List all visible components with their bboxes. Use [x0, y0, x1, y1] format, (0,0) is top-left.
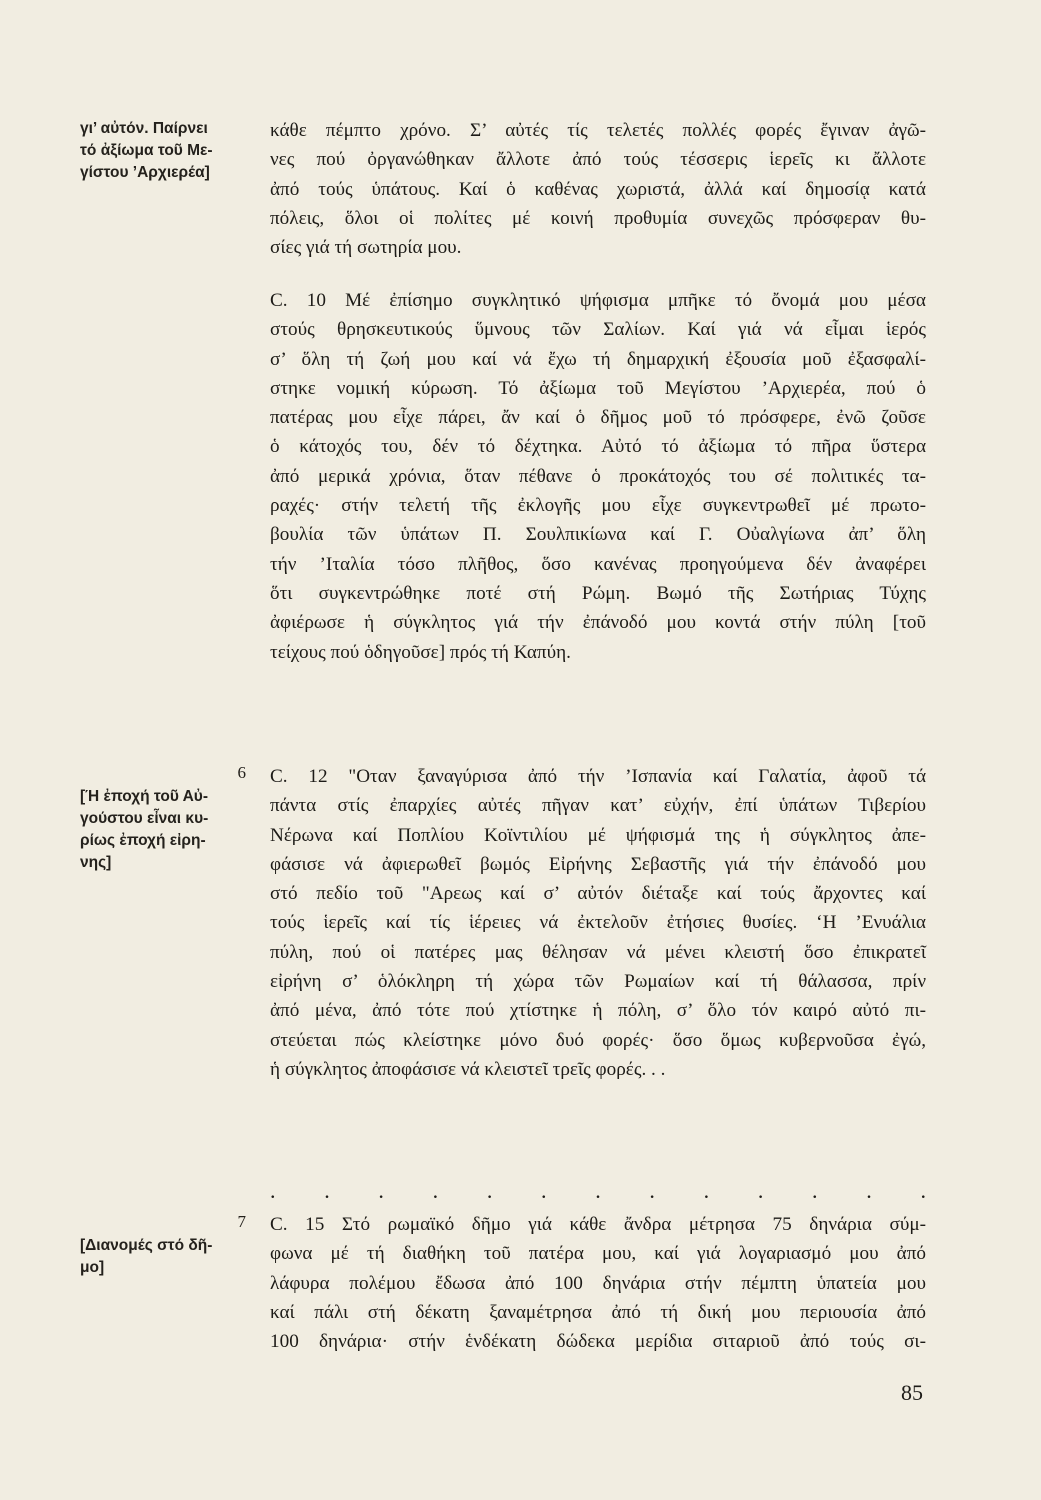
omission-dot: .: [866, 1178, 872, 1203]
text-line: στούς θρησκευτικούς ὕμνους τῶν Σαλίων. Καί γιά νά εἶμαι ἱερός: [270, 319, 926, 341]
text-line: βουλία τῶν ὑπάτων Π. Σουλπικίωνα καί Γ. Οὐαλγίωνα ἀπ’ ὅλη: [270, 524, 926, 546]
margin-note-1: [80, 118, 252, 184]
text-line: ραχές· στήν τελετή τῆς ἐκλογῆς μου εἶχε συγκεντρωθεῖ μέ πρωτο-: [270, 495, 926, 517]
text-line: φάσισε νά ἀφιερωθεῖ βωμός Εἰρήνης Σεβαστῆς γιά τήν ἐπάνοδό μου: [270, 853, 926, 875]
text-line: εἰρήνη σ’ ὁλόκληρη τή χώρα τῶν Ρωμαίων καί τή θάλασσα, πρίν: [270, 971, 926, 993]
paragraph-c10: [270, 286, 926, 667]
omission-dot: .: [324, 1178, 330, 1203]
margin-note-line: μο]: [80, 1259, 105, 1276]
margin-note-number: 7: [237, 1212, 246, 1231]
margin-note-line: [Ή ἐποχή τοῦ Αὐ-: [80, 788, 208, 805]
margin-note-line: γίστου ’Αρχιερέα]: [80, 164, 210, 181]
text-line: πύλη, πού οἱ πατέρες μας θέλησαν νά μένει κλειστή ὅσο ἐπικρατεῖ: [270, 941, 926, 963]
omission-dot: .: [757, 1178, 764, 1203]
margin-note-line: ρίως ἐποχή εἰρη-: [80, 832, 206, 849]
text-line: 100 δηνάρια· στήν ἑνδέκατη δώδεκα μερίδια σιταριοῦ ἀπό τούς σι-: [270, 1331, 926, 1353]
text-line: πατέρας μου εἶχε πάρει, ἄν καί ὁ δῆμος μοῦ τό πρόσφερε, ἐνῶ ζοῦσε: [270, 407, 926, 429]
text-line: σίες γιά τή σωτηρία μου.: [270, 237, 462, 259]
omission-dot: .: [649, 1178, 655, 1203]
paragraph-c12: [270, 762, 926, 1084]
text-line: ὅτι συγκεντρώθηκε ποτέ στή Ρώμη. Βωμό τῆς Σωτήριας Τύχης: [270, 582, 926, 604]
omission-dot: .: [432, 1178, 439, 1203]
text-line: στό πεδίο τοῦ "Αρεως καί σ’ αὐτόν διέταξε καί τούς ἄρχοντες καί: [270, 883, 926, 905]
margin-note-line: [Διανομές στό δῆ-: [80, 1237, 213, 1254]
text-line: τήν ’Ιταλία τόσο πλῆθος, ὅσο κανένας προηγούμενα δέν ἀναφέρει: [270, 553, 926, 575]
omission-dots: [270, 1178, 926, 1204]
text-line: καί πάλι στή δέκατη ξαναμέτρησα ἀπό τή δική μου περιουσία ἀπό: [270, 1301, 926, 1323]
text-line: C. 12 "Οταν ξαναγύρισα ἀπό τήν ’Ισπανία καί Γαλατία, ἀφοῦ τά: [270, 766, 926, 787]
text-line: λάφυρα πολέμου ἔδωσα ἀπό 100 δηνάρια στήν πέμπτη ὑπατεία μου: [270, 1272, 926, 1294]
text-line: ἀπό μερικά χρόνια, ὅταν πέθανε ὁ προκάτοχός του σέ πολιτικές τα-: [270, 465, 926, 487]
text-line: νες πού ὀργανώθηκαν ἄλλοτε ἀπό τούς τέσσερις ἱερεῖς κι ἄλλοτε: [270, 149, 926, 171]
omission-dot: .: [595, 1178, 601, 1203]
text-line: C. 15 Στό ρωμαϊκό δῆμο γιά κάθε ἄνδρα μέτρησα 75 δηνάρια σύμ-: [270, 1214, 926, 1235]
page-number: 85: [901, 1380, 923, 1405]
margin-note-line: γούστου εἶναι κυ-: [80, 810, 209, 827]
text-line: στηκε νομική κύρωση. Τό ἀξίωμα τοῦ Μεγίστου ’Αρχιερέα, πού ὁ: [270, 377, 926, 399]
omission-dot: .: [270, 1178, 276, 1203]
margin-note-number: 6: [237, 763, 246, 782]
text-line: σ’ ὅλη τή ζωή μου καί νά ἔχω τή δημαρχική ἐξουσία μοῦ ἐξασφαλί-: [270, 348, 926, 370]
paragraph-c15: [270, 1210, 926, 1356]
omission-dot: .: [486, 1178, 493, 1203]
omission-dot: .: [378, 1178, 384, 1203]
text-line: Νέρωνα καί Ποπλίου Κοϊντιλίου μέ ψήφισμά της ἡ σύγκλητος ἀπε-: [270, 824, 926, 846]
text-line: κάθε πέμπτο χρόνο. Σ’ αὐτές τίς τελετές πολλές φορές ἔγιναν ἀγῶ-: [270, 120, 926, 141]
omission-dot: .: [920, 1178, 926, 1203]
text-line: πάντα στίς ἐπαρχίες αὐτές πῆγαν κατ’ εὐχήν, ἐπί ὑπάτων Τιβερίου: [270, 795, 926, 817]
paragraph-1: [270, 116, 926, 262]
text-line: τούς ἱερεῖς καί τίς ἱέρειες νά ἐκτελοῦν ἐτήσιες θυσίες. ‘Η ’Ενυάλια: [270, 912, 926, 934]
omission-dot: .: [703, 1178, 710, 1203]
margin-note-line: γι’ αὐτόν. Παίρνει: [80, 120, 208, 137]
text-line: C. 10 Μέ ἐπίσημο συγκλητικό ψήφισμα μπῆκε τό ὄνομά μου μέσα: [270, 290, 926, 311]
text-line: ὁ κάτοχός του, δέν τό δέχτηκα. Αὐτό τό ἀξίωμα τό πῆρα ὕστερα: [270, 436, 926, 458]
text-line: ἀπό μένα, ἀπό τότε πού χτίστηκε ἡ πόλη, σ’ ὅλο τόν καιρό αὐτό πι-: [270, 1000, 926, 1022]
margin-note-line: νης]: [80, 854, 112, 871]
text-line: ἀφιέρωσε ἡ σύγκλητος γιά τήν ἐπάνοδό μου κοντά στήν πύλη [τοῦ: [270, 612, 926, 634]
margin-note-line: τό ἀξίωμα τοῦ Με-: [80, 142, 213, 159]
omission-dot: .: [812, 1178, 818, 1203]
text-line: τείχους πού ὁδηγοῦσε] πρός τή Καπύη.: [270, 641, 571, 663]
margin-note-7: [80, 1211, 252, 1279]
text-line: στεύεται πώς κλείστηκε μόνο δυό φορές· ὅσο ὅμως κυβερνοῦσα ἐγώ,: [270, 1029, 926, 1051]
text-line: πόλεις, ὅλοι οἱ πολίτες μέ κοινή προθυμία συνεχῶς πρόσφεραν θυ-: [270, 207, 926, 229]
margin-note-6: [80, 762, 252, 874]
text-line: φωνα μέ τή διαθήκη τοῦ πατέρα μου, καί γιά λογαριασμό μου ἀπό: [270, 1243, 926, 1265]
omission-dot: .: [541, 1178, 547, 1203]
text-line: ἡ σύγκλητος ἀποφάσισε νά κλειστεῖ τρεῖς φορές. . .: [270, 1058, 666, 1080]
text-line: ἀπό τούς ὑπάτους. Καί ὁ καθένας χωριστά, ἀλλά καί δημοσίᾳ κατά: [270, 178, 926, 200]
